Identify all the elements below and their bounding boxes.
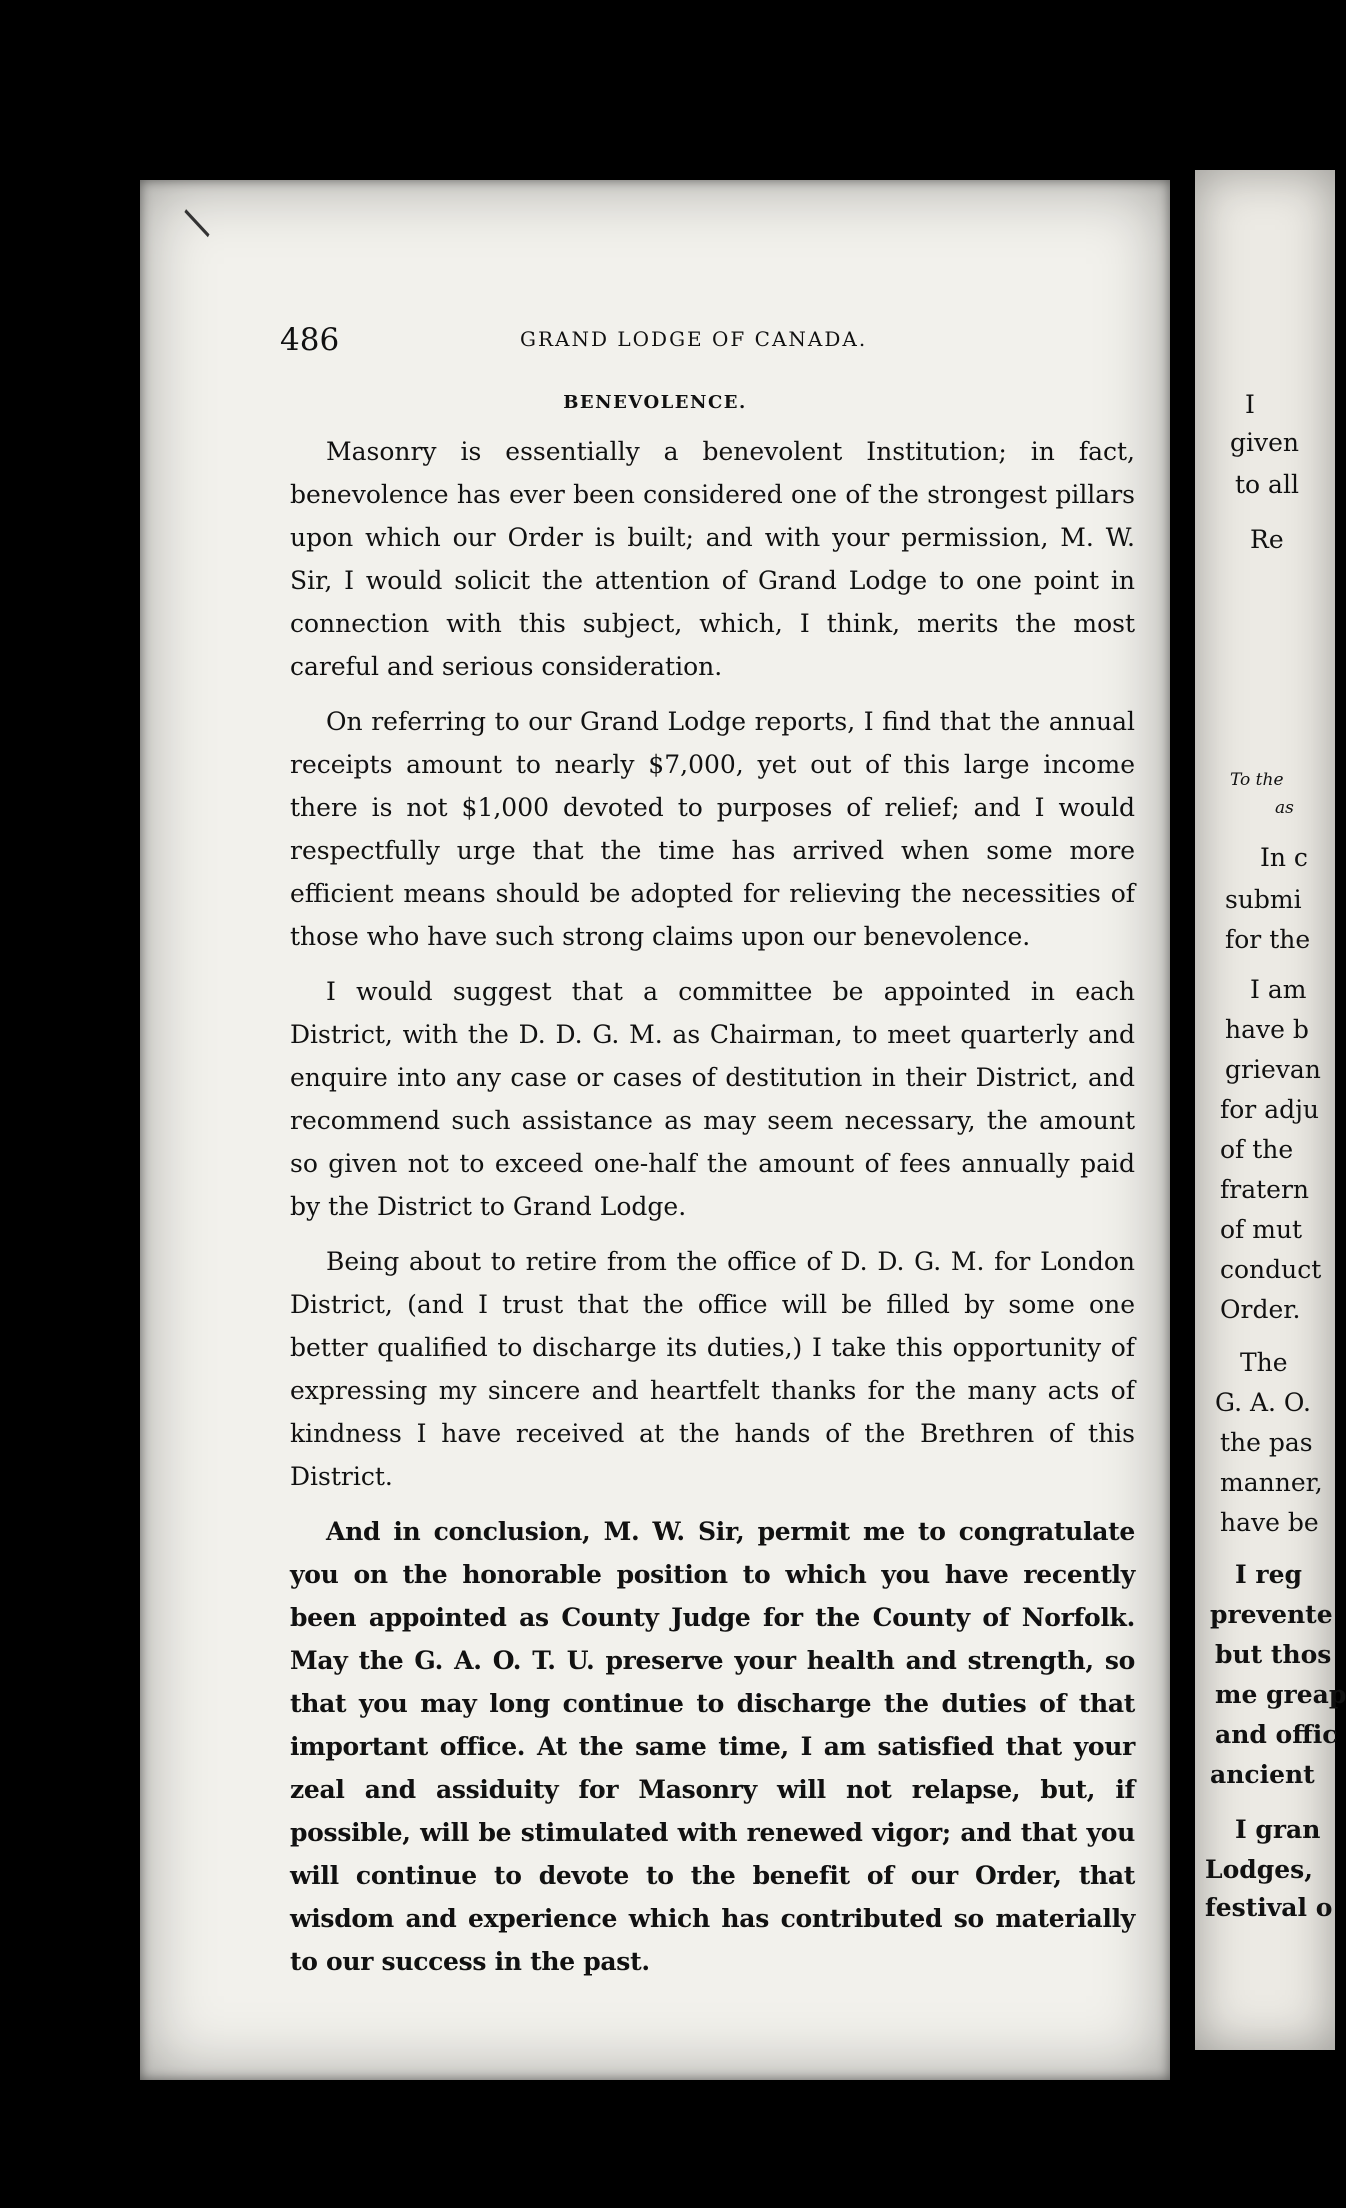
- right-page-fragment: as: [1275, 798, 1294, 818]
- right-page-fragment: to all: [1235, 470, 1299, 499]
- right-page-fragment: The: [1240, 1348, 1288, 1377]
- paragraph: Being about to retire from the office of D. D. G. M. for London District, (and I trust that the office will be filled by some one better qualified to discharge its duties,) I take this opportunity of expressing my sincere and heartfelt thanks for the many acts of kindness I have received at the hands of the Brethren of this District.: [290, 1247, 1135, 1491]
- right-page-fragment: the pas: [1220, 1428, 1313, 1457]
- right-page-fragment: Order.: [1220, 1295, 1301, 1324]
- right-page-text: [1205, 0, 1346, 2208]
- right-page-fragment: of the: [1220, 1135, 1294, 1164]
- section-heading: BENEVOLENCE.: [563, 392, 747, 413]
- body-text: [290, 430, 1135, 1995]
- right-page-fragment: and offic: [1215, 1720, 1338, 1749]
- right-page-fragment: given: [1230, 428, 1300, 457]
- right-page-fragment: To the: [1230, 770, 1284, 790]
- right-page-fragment: In c: [1260, 843, 1308, 872]
- right-page-fragment: for the: [1225, 925, 1311, 954]
- paragraph: On referring to our Grand Lodge reports, I find that the annual receipts amount to nearly $7,000, yet out of this large income there is not $1,000 devoted to purposes of relief; and I would respectfully urge that the time has arrived when some more efficient means should be adopted for relieving the necessities of those who have such strong claims upon our benevolence.: [290, 707, 1135, 951]
- right-page-fragment: manner,: [1220, 1468, 1323, 1497]
- paragraph: And in conclusion, M. W. Sir, permit me to congratulate you on the honorable position to which you have recently been appointed as County Judge for the County of Norfolk. May the G. A. O. T. U. preserve your health and strength, so that you may long continue to discharge the duties of that important office. At the same time, I am satisfied that your zeal and assiduity for Masonry will not relapse, but, if possible, will be stimulated with renewed vigor; and that you will continue to devote to the benefit of our Order, that wisdom and experience which has contributed so materially to our success in the past.: [290, 1517, 1135, 1976]
- right-page-fragment: I am: [1250, 975, 1307, 1004]
- right-page-fragment: of mut: [1220, 1215, 1303, 1244]
- right-page-fragment: Re: [1250, 525, 1284, 554]
- right-page-fragment: conduct: [1220, 1255, 1322, 1284]
- right-page-fragment: me greap: [1215, 1680, 1346, 1709]
- right-page-fragment: I reg: [1235, 1560, 1302, 1589]
- right-page-fragment: for adju: [1220, 1095, 1319, 1124]
- paragraph: Masonry is essentially a benevolent Institution; in fact, benevolence has ever been considered one of the strongest pillars upon which our Order is built; and with your permission, M. W. Sir, I would solicit the attention of Grand Lodge to one point in connection with this subject, which, I think, merits the most careful and serious consideration.: [290, 437, 1135, 681]
- paragraph: I would suggest that a committee be appointed in each District, with the D. D. G. M. as Chairman, to meet quarterly and enquire into any case or cases of destitution in their District, and recommend such assistance as may seem necessary, the amount so given not to exceed one-half the amount of fees annually paid by the District to Grand Lodge.: [290, 977, 1135, 1221]
- page-header: [140, 322, 1170, 362]
- right-page-fragment: prevente: [1210, 1600, 1333, 1629]
- running-title: GRAND LODGE OF CANADA.: [520, 327, 868, 351]
- right-page-fragment: grievan: [1225, 1055, 1321, 1084]
- right-page-fragment: have b: [1225, 1015, 1309, 1044]
- page-number: 486: [280, 322, 340, 358]
- right-page-fragment: I gran: [1235, 1815, 1321, 1844]
- right-page-fragment: have be: [1220, 1508, 1319, 1537]
- right-page-fragment: fratern: [1220, 1175, 1310, 1204]
- right-page-fragment: but thos: [1215, 1640, 1332, 1669]
- pencil-mark: /: [173, 205, 221, 241]
- right-page-fragment: festival o: [1205, 1893, 1333, 1922]
- right-page-fragment: I: [1245, 390, 1255, 419]
- right-page-fragment: ancient: [1210, 1760, 1315, 1789]
- right-page-fragment: submi: [1225, 885, 1302, 914]
- right-page-fragment: Lodges,: [1205, 1855, 1313, 1884]
- right-page-fragment: G. A. O.: [1215, 1388, 1311, 1417]
